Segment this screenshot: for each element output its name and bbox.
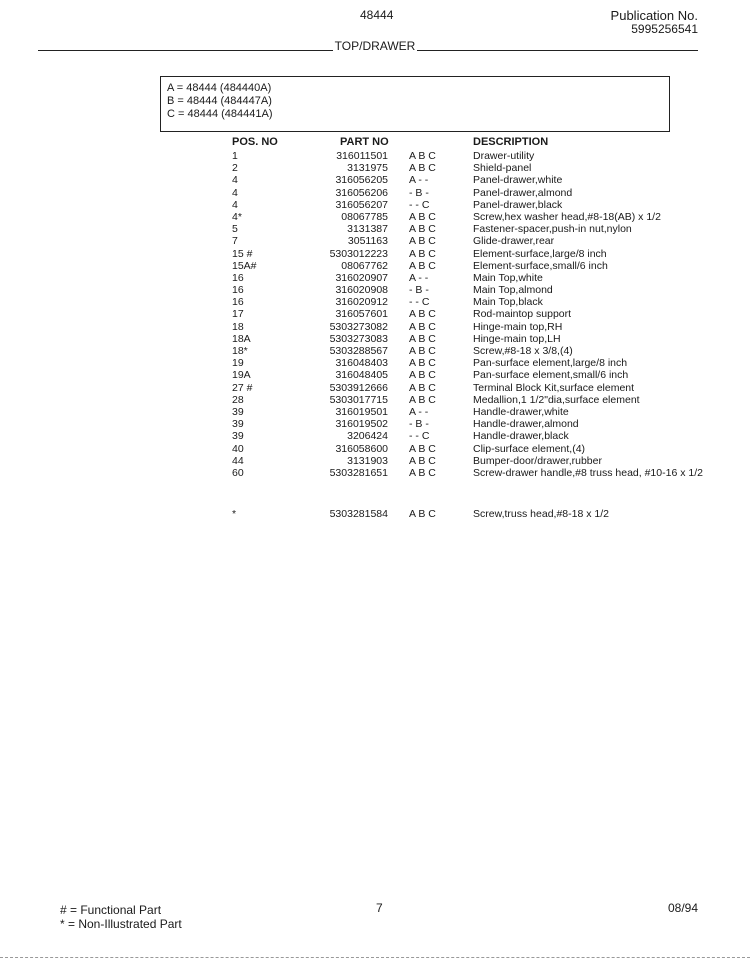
table-row bbox=[0, 308, 750, 320]
description-cell: Hinge-main top,RH bbox=[473, 320, 563, 333]
description-cell: Pan-surface element,small/6 inch bbox=[473, 369, 629, 382]
pos-no-cell: 16 bbox=[232, 296, 244, 309]
description-cell: Main Top,almond bbox=[473, 284, 553, 297]
table-row bbox=[0, 296, 750, 308]
part-no-cell: 3131387 bbox=[347, 223, 388, 236]
part-no-cell: 316056206 bbox=[335, 186, 388, 199]
model-applicability-cell: - - C bbox=[409, 430, 430, 443]
pos-no-cell: 27 # bbox=[232, 381, 253, 394]
pos-no-cell: 1 bbox=[232, 150, 238, 162]
description-cell: Bumper-door/drawer,rubber bbox=[473, 454, 602, 467]
description-cell: Terminal Block Kit,surface element bbox=[473, 381, 635, 394]
description-cell: Main Top,black bbox=[473, 296, 543, 309]
model-applicability-cell: A B C bbox=[409, 442, 436, 455]
table-row bbox=[0, 199, 750, 211]
table-row bbox=[0, 260, 750, 272]
pos-no-cell: * bbox=[232, 508, 237, 521]
table-row bbox=[0, 443, 750, 455]
legend-item-a: A = 48444 (484440A) bbox=[167, 82, 272, 94]
pos-no-cell: 40 bbox=[232, 442, 244, 455]
pos-no-cell: 28 bbox=[232, 393, 244, 406]
model-number: 48444 bbox=[360, 8, 394, 22]
description-cell: Handle-drawer,black bbox=[473, 430, 569, 443]
model-applicability-cell: A B C bbox=[409, 369, 436, 382]
column-header-description: DESCRIPTION bbox=[473, 136, 549, 148]
description-cell: Panel-drawer,black bbox=[473, 198, 563, 211]
model-applicability-cell: - B - bbox=[409, 284, 429, 297]
description-cell: Drawer-utility bbox=[473, 150, 535, 162]
part-no-cell: 316019502 bbox=[335, 418, 388, 431]
model-applicability-cell: A B C bbox=[409, 150, 436, 162]
model-applicability-cell: A B C bbox=[409, 508, 436, 521]
part-no-cell: 3051163 bbox=[347, 235, 388, 248]
pos-no-cell: 39 bbox=[232, 405, 244, 418]
description-cell: Screw-drawer handle,#8 truss head, #10-16 x 1/2 bbox=[473, 466, 703, 479]
part-no-cell: 08067785 bbox=[341, 210, 388, 223]
pos-no-cell: 4 bbox=[232, 174, 238, 187]
table-row bbox=[0, 235, 750, 247]
pos-no-cell: 18 bbox=[232, 320, 244, 333]
pos-no-cell: 4* bbox=[232, 210, 242, 223]
model-applicability-cell: A B C bbox=[409, 345, 436, 357]
model-applicability-cell: A B C bbox=[409, 235, 436, 248]
part-no-cell: 316048403 bbox=[335, 357, 388, 370]
part-no-cell: 316057601 bbox=[335, 308, 388, 321]
table-row bbox=[0, 455, 750, 467]
footer-rule bbox=[0, 957, 750, 958]
model-applicability-cell: A B C bbox=[409, 223, 436, 236]
model-applicability-cell: A B C bbox=[409, 466, 436, 479]
table-row bbox=[0, 284, 750, 296]
table-row bbox=[0, 174, 750, 186]
part-no-cell: 5303281584 bbox=[329, 508, 388, 521]
pos-no-cell: 15 # bbox=[232, 247, 253, 260]
description-cell: Shield-panel bbox=[473, 162, 532, 175]
pos-no-cell: 4 bbox=[232, 198, 238, 211]
table-row bbox=[0, 382, 750, 394]
part-no-cell: 08067762 bbox=[341, 259, 388, 272]
pos-no-cell: 2 bbox=[232, 162, 238, 175]
description-cell: Rod-maintop support bbox=[473, 308, 572, 321]
non-illustrated-part-note: * = Non-Illustrated Part bbox=[60, 917, 182, 931]
part-no-cell: 5303281651 bbox=[329, 466, 388, 479]
table-row bbox=[0, 272, 750, 284]
publication-number: 5995256541 bbox=[631, 22, 698, 36]
pos-no-cell: 19A bbox=[232, 369, 251, 382]
table-row bbox=[0, 418, 750, 430]
description-cell: Fastener-spacer,push-in nut,nylon bbox=[473, 223, 632, 236]
description-cell: Panel-drawer,white bbox=[473, 174, 563, 187]
model-applicability-cell: A - - bbox=[409, 174, 429, 187]
model-applicability-cell: A B C bbox=[409, 210, 436, 223]
part-no-cell: 316056207 bbox=[335, 198, 388, 211]
parts-table bbox=[0, 150, 750, 520]
table-row bbox=[0, 187, 750, 199]
part-no-cell: 3131975 bbox=[347, 162, 388, 175]
part-no-cell: 316020912 bbox=[335, 296, 388, 309]
pos-no-cell: 17 bbox=[232, 308, 244, 321]
table-row bbox=[0, 150, 750, 162]
pos-no-cell: 18* bbox=[232, 345, 248, 357]
table-row bbox=[0, 345, 750, 357]
pos-no-cell: 60 bbox=[232, 466, 244, 479]
table-row bbox=[0, 467, 750, 491]
part-no-cell: 5303288567 bbox=[329, 345, 388, 357]
pos-no-cell: 5 bbox=[232, 223, 238, 236]
part-no-cell: 3131903 bbox=[347, 454, 388, 467]
pos-no-cell: 39 bbox=[232, 418, 244, 431]
description-cell: Main Top,white bbox=[473, 271, 543, 284]
column-header-pos: POS. NO bbox=[232, 136, 278, 148]
model-applicability-cell: - B - bbox=[409, 186, 429, 199]
part-no-cell: 5303273083 bbox=[329, 332, 388, 345]
description-cell: Pan-surface element,large/8 inch bbox=[473, 357, 628, 370]
table-row bbox=[0, 369, 750, 381]
model-applicability-cell: A B C bbox=[409, 320, 436, 333]
model-applicability-cell: A - - bbox=[409, 271, 429, 284]
part-no-cell: 5303273082 bbox=[329, 320, 388, 333]
part-no-cell: 316020907 bbox=[335, 271, 388, 284]
part-no-cell: 316058600 bbox=[335, 442, 388, 455]
description-cell: Element-surface,small/6 inch bbox=[473, 259, 608, 272]
table-row bbox=[0, 357, 750, 369]
pos-no-cell: 39 bbox=[232, 430, 244, 443]
table-row bbox=[0, 321, 750, 333]
part-no-cell: 5303012223 bbox=[329, 247, 388, 260]
pos-no-cell: 7 bbox=[232, 235, 238, 248]
model-applicability-cell: - B - bbox=[409, 418, 429, 431]
pos-no-cell: 15A# bbox=[232, 259, 257, 272]
pos-no-cell: 16 bbox=[232, 284, 244, 297]
part-no-cell: 316056205 bbox=[335, 174, 388, 187]
part-no-cell: 3206424 bbox=[347, 430, 388, 443]
legend-item-b: B = 48444 (484447A) bbox=[167, 95, 272, 107]
section-title: TOP/DRAWER bbox=[334, 39, 416, 53]
functional-part-note: # = Functional Part bbox=[60, 903, 162, 917]
table-row bbox=[0, 333, 750, 345]
publication-label: Publication No. bbox=[610, 8, 698, 23]
model-applicability-cell: - - C bbox=[409, 198, 430, 211]
model-applicability-cell: A B C bbox=[409, 393, 436, 406]
model-applicability-cell: A B C bbox=[409, 454, 436, 467]
pos-no-cell: 4 bbox=[232, 186, 238, 199]
description-cell: Element-surface,large/8 inch bbox=[473, 247, 607, 260]
model-applicability-cell: - - C bbox=[409, 296, 430, 309]
pos-no-cell: 44 bbox=[232, 454, 244, 467]
table-row bbox=[0, 508, 750, 520]
model-applicability-cell: A B C bbox=[409, 357, 436, 370]
table-row bbox=[0, 406, 750, 418]
description-cell: Screw,hex washer head,#8-18(AB) x 1/2 bbox=[473, 210, 661, 223]
model-applicability-cell: A B C bbox=[409, 381, 436, 394]
model-applicability-cell: A B C bbox=[409, 308, 436, 321]
model-applicability-cell: A B C bbox=[409, 332, 436, 345]
description-cell: Screw,#8-18 x 3/8,(4) bbox=[473, 345, 573, 357]
description-cell: Hinge-main top,LH bbox=[473, 332, 561, 345]
table-row bbox=[0, 394, 750, 406]
part-no-cell: 316020908 bbox=[335, 284, 388, 297]
model-applicability-cell: A - - bbox=[409, 405, 429, 418]
part-no-cell: 5303912666 bbox=[329, 381, 388, 394]
pos-no-cell: 18A bbox=[232, 332, 251, 345]
table-row bbox=[0, 162, 750, 174]
page-number: 7 bbox=[376, 901, 383, 915]
model-applicability-cell: A B C bbox=[409, 162, 436, 175]
model-applicability-cell: A B C bbox=[409, 259, 436, 272]
legend-item-c: C = 48444 (484441A) bbox=[167, 108, 273, 120]
pos-no-cell: 16 bbox=[232, 271, 244, 284]
part-no-cell: 316048405 bbox=[335, 369, 388, 382]
part-no-cell: 316019501 bbox=[335, 405, 388, 418]
part-no-cell: 316011501 bbox=[336, 150, 388, 162]
publication-date: 08/94 bbox=[667, 901, 698, 915]
model-applicability-cell: A B C bbox=[409, 247, 436, 260]
table-row bbox=[0, 248, 750, 260]
description-cell: Screw,truss head,#8-18 x 1/2 bbox=[473, 508, 609, 521]
part-no-cell: 5303017715 bbox=[329, 393, 388, 406]
column-header-part: PART NO bbox=[340, 136, 389, 148]
description-cell: Panel-drawer,almond bbox=[473, 186, 573, 199]
table-row bbox=[0, 211, 750, 223]
table-row bbox=[0, 223, 750, 235]
description-cell: Handle-drawer,white bbox=[473, 405, 569, 418]
table-row bbox=[0, 430, 750, 442]
model-legend bbox=[160, 76, 670, 132]
description-cell: Glide-drawer,rear bbox=[473, 235, 555, 248]
description-cell: Handle-drawer,almond bbox=[473, 418, 579, 431]
description-cell: Medallion,1 1/2"dia,surface element bbox=[473, 393, 640, 406]
pos-no-cell: 19 bbox=[232, 357, 244, 370]
description-cell: Clip-surface element,(4) bbox=[473, 442, 586, 455]
